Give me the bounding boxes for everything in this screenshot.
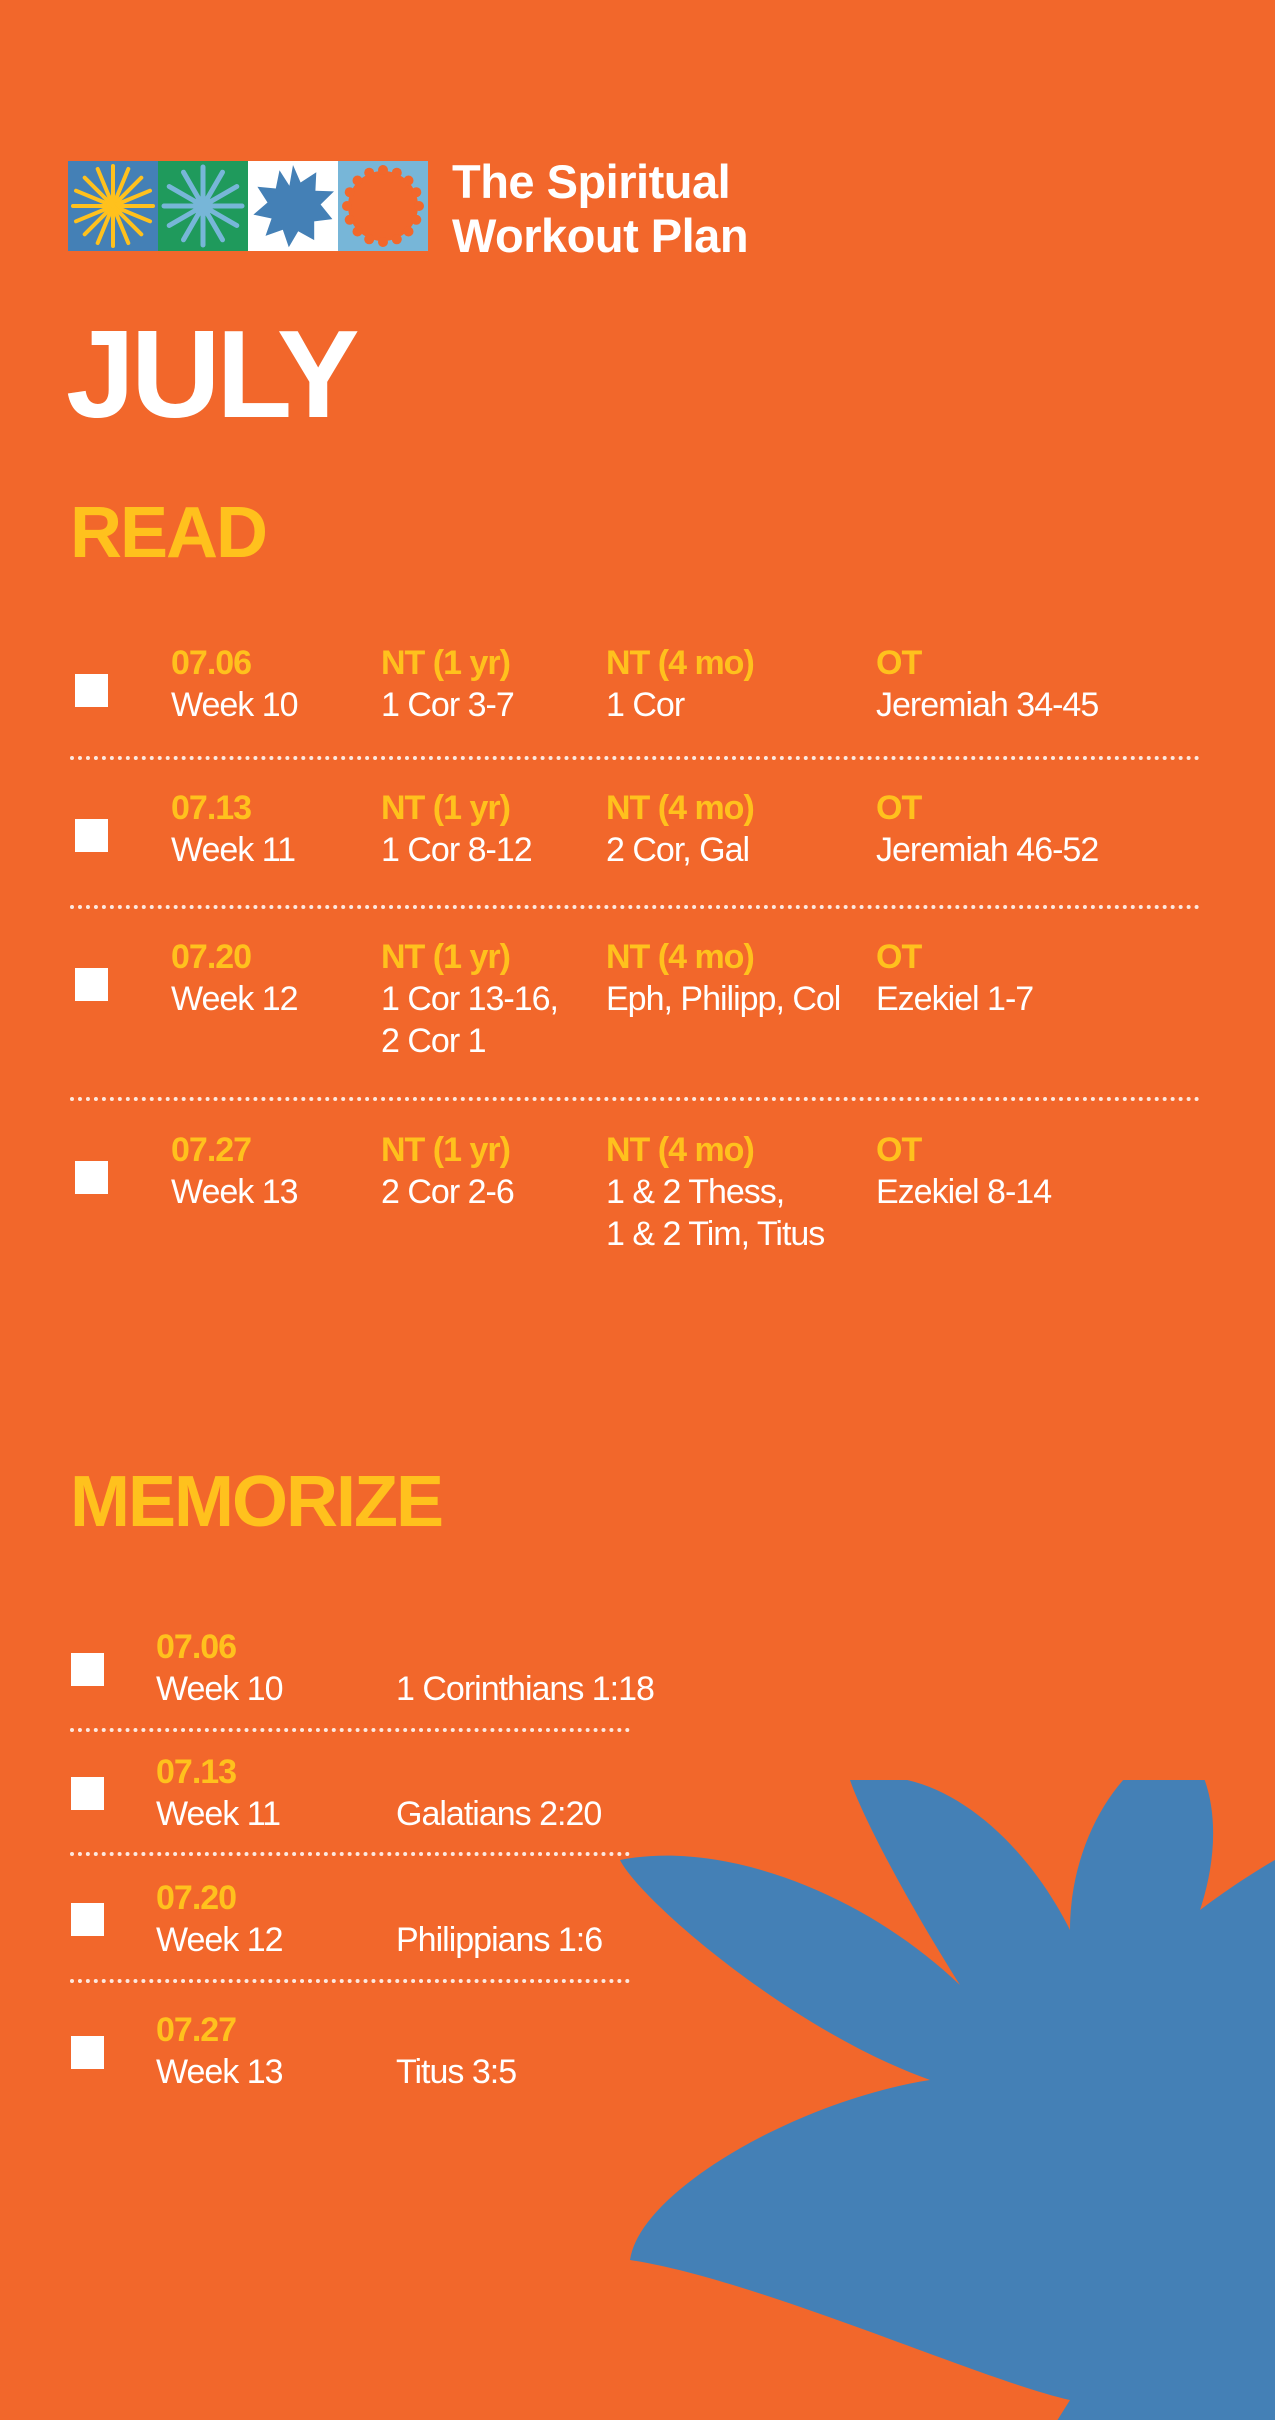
plan-logo xyxy=(68,161,429,251)
memorize-date: 07.13 xyxy=(156,1753,237,1791)
read-date: 07.27 xyxy=(171,1131,252,1169)
memorize-verse: Philippians 1:6 xyxy=(396,1921,603,1959)
read-checkbox[interactable] xyxy=(75,819,108,852)
row-divider xyxy=(70,756,1200,760)
ot-label: OT xyxy=(876,644,922,682)
memorize-date: 07.20 xyxy=(156,1879,237,1917)
nt-4mo-column xyxy=(606,936,840,1020)
memorize-verse: Galatians 2:20 xyxy=(396,1795,602,1833)
nt-4mo-reading: Eph, Philipp, Col xyxy=(606,980,841,1018)
ot-reading: Jeremiah 34-45 xyxy=(876,686,1099,724)
read-date-column xyxy=(171,642,298,726)
plan-title xyxy=(452,155,792,263)
read-date-column xyxy=(171,936,298,1020)
memorize-date: 07.27 xyxy=(156,2011,237,2049)
sunburst-icon xyxy=(68,161,158,251)
read-week: Week 11 xyxy=(171,831,296,869)
nt-4mo-reading: 1 & 2 Thess, xyxy=(606,1173,785,1211)
month-title: JULY xyxy=(66,306,356,444)
nt-1yr-label: NT (1 yr) xyxy=(381,1131,510,1169)
nt-4mo-reading: 1 Cor xyxy=(606,686,685,724)
nt-1yr-column xyxy=(381,1129,514,1213)
nt-1yr-column xyxy=(381,936,558,1062)
memorize-checkbox[interactable] xyxy=(71,2036,104,2069)
nt-4mo-label: NT (4 mo) xyxy=(606,938,754,976)
ot-label: OT xyxy=(876,1131,922,1169)
memorize-checkbox[interactable] xyxy=(71,1903,104,1936)
memorize-date-column xyxy=(156,1877,283,1961)
memorize-checkbox[interactable] xyxy=(71,1777,104,1810)
memorize-week: Week 13 xyxy=(156,2053,283,2091)
scalloped-circle-icon xyxy=(338,161,428,251)
nt-1yr-label: NT (1 yr) xyxy=(381,789,510,827)
large-flower-icon xyxy=(600,1780,1275,2420)
nt-1yr-label: NT (1 yr) xyxy=(381,938,510,976)
memorize-date-column xyxy=(156,1626,283,1710)
read-week: Week 13 xyxy=(171,1173,298,1211)
nt-4mo-column xyxy=(606,787,754,871)
memorize-week: Week 10 xyxy=(156,1670,283,1708)
memorize-verse: Titus 3:5 xyxy=(396,2053,517,2091)
memorize-verse: 1 Corinthians 1:18 xyxy=(396,1670,654,1708)
memorize-date-column xyxy=(156,1751,280,1835)
ot-reading: Ezekiel 1-7 xyxy=(876,980,1034,1018)
read-checkbox[interactable] xyxy=(75,674,108,707)
ot-reading: Ezekiel 8-14 xyxy=(876,1173,1052,1211)
nt-1yr-column xyxy=(381,642,514,726)
plan-title-line-1: The Spiritual xyxy=(452,155,731,208)
nt-4mo-column xyxy=(606,1129,824,1255)
ot-label: OT xyxy=(876,938,922,976)
ot-column xyxy=(876,642,1098,726)
memorize-week: Week 11 xyxy=(156,1795,281,1833)
sunburst-icon xyxy=(158,161,248,251)
flower-badge-icon xyxy=(248,161,338,251)
read-checkbox[interactable] xyxy=(75,968,108,1001)
memorize-section-title: MEMORIZE xyxy=(70,1462,442,1542)
read-checkbox[interactable] xyxy=(75,1161,108,1194)
ot-label: OT xyxy=(876,789,922,827)
memorize-week: Week 12 xyxy=(156,1921,283,1959)
nt-4mo-reading: 1 & 2 Tim, Titus xyxy=(606,1215,825,1253)
nt-1yr-column xyxy=(381,787,532,871)
row-divider xyxy=(70,905,1200,909)
nt-1yr-reading: 2 Cor 2-6 xyxy=(381,1173,514,1211)
memorize-date-column xyxy=(156,2009,283,2093)
row-divider xyxy=(70,1728,630,1732)
nt-1yr-reading: 1 Cor 3-7 xyxy=(381,686,514,724)
read-date-column xyxy=(171,787,295,871)
nt-4mo-label: NT (4 mo) xyxy=(606,644,754,682)
row-divider xyxy=(70,1852,630,1856)
read-date: 07.13 xyxy=(171,789,252,827)
read-date-column xyxy=(171,1129,298,1213)
ot-column xyxy=(876,936,1033,1020)
nt-1yr-reading: 1 Cor 13-16, xyxy=(381,980,558,1018)
read-section-title: READ xyxy=(70,493,267,573)
nt-4mo-reading: 2 Cor, Gal xyxy=(606,831,750,869)
read-date: 07.06 xyxy=(171,644,252,682)
ot-reading: Jeremiah 46-52 xyxy=(876,831,1099,869)
nt-4mo-label: NT (4 mo) xyxy=(606,789,754,827)
read-week: Week 12 xyxy=(171,980,298,1018)
ot-column xyxy=(876,787,1098,871)
ot-column xyxy=(876,1129,1051,1213)
row-divider xyxy=(70,1097,1200,1101)
nt-4mo-column xyxy=(606,642,754,726)
row-divider xyxy=(70,1979,630,1983)
plan-title-line-2: Workout Plan xyxy=(452,209,749,262)
read-date: 07.20 xyxy=(171,938,252,976)
memorize-date: 07.06 xyxy=(156,1628,237,1666)
memorize-checkbox[interactable] xyxy=(71,1653,104,1686)
nt-1yr-reading: 2 Cor 1 xyxy=(381,1022,486,1060)
read-week: Week 10 xyxy=(171,686,298,724)
nt-4mo-label: NT (4 mo) xyxy=(606,1131,754,1169)
nt-1yr-label: NT (1 yr) xyxy=(381,644,510,682)
nt-1yr-reading: 1 Cor 8-12 xyxy=(381,831,532,869)
